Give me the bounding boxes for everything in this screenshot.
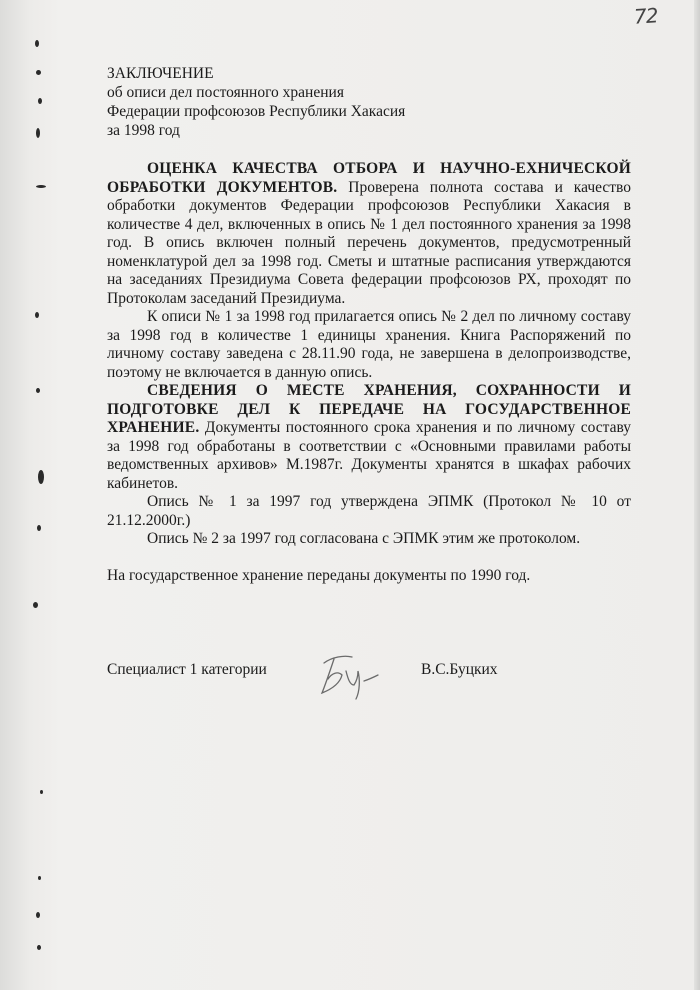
binding-holes: [0, 0, 60, 990]
document-header: [107, 64, 405, 140]
document-body: [107, 160, 631, 585]
binding-hole: [33, 602, 38, 608]
binding-hole: [35, 312, 39, 318]
personnel-paragraph: К описи № 1 за 1998 год прилагается опись № 2 дел по личному составу за 1998 год в количестве 1 единицы хранения. Книга Распоряжений по личному составу заведена с 28.11.90 года, не завершена в делопроизводстве, поэтому не включается в данную опись.: [107, 308, 631, 381]
storage-heading: СВЕДЕНИЯ О МЕСТЕ ХРАНЕНИЯ, СОХРАННОСТИ И ПОДГОТОВКЕ ДЕЛ К ПЕРЕДАЧЕ НА ГОСУДАРСТВЕННОЕ ХРАНЕНИЕ.: [107, 382, 631, 436]
spacer: [107, 549, 631, 567]
signer-role: Специалист 1 категории: [107, 661, 267, 678]
binding-hole: [38, 98, 42, 104]
binding-hole: [40, 790, 43, 794]
binding-hole: [36, 128, 40, 138]
header-line: Федерации профсоюзов Республики Хакасия: [107, 103, 406, 120]
header-line: об описи дел постоянного хранения: [107, 84, 344, 101]
paper-edge: [694, 0, 700, 990]
signer-name: В.С.Буцких: [421, 661, 498, 678]
quality-paragraph: [107, 160, 631, 308]
binding-hole: [36, 388, 40, 393]
binding-hole: [37, 945, 41, 950]
approval-paragraph: Опись № 1 за 1997 год утверждена ЭПМК (Протокол № 10 от 21.12.2000г.): [107, 493, 631, 529]
approval-paragraph-2: Опись № 2 за 1997 год согласована с ЭПМК этим же протоколом.: [147, 530, 581, 547]
binding-hole: [38, 470, 44, 484]
binding-hole: [36, 70, 41, 75]
quality-text: Проверена полнота состава и качество обработки документов Федерации профсоюзов Республики Хакасия в количестве 4 дел, включенных в опись № 1 дел постоянного хранения за 1998 год. В опись включен полный перечень документов, предусмотренный номенклатурой дел за 1998 год. Сметы и штатные расписания утверждаются на заседаниях Президиума Совета федерации профсоюзов РХ, проходят по Протоколам заседаний Президиума.: [107, 178, 632, 307]
binding-hole: [36, 185, 46, 188]
storage-paragraph: [107, 382, 631, 493]
page-number: 72: [633, 3, 659, 29]
header-line: за 1998 год: [107, 122, 180, 139]
quality-heading: ОЦЕНКА КАЧЕСТВА ОТБОРА И НАУЧНО-ЕХНИЧЕСКОЙ ОБРАБОТКИ ДОКУМЕНТОВ.: [107, 160, 631, 196]
handwritten-signature: [312, 649, 390, 701]
document-title: ЗАКЛЮЧЕНИЕ: [107, 65, 214, 82]
binding-hole: [35, 40, 39, 47]
signature-block: [107, 655, 631, 705]
transfer-paragraph: На государственное хранение переданы документы по 1990 год.: [107, 566, 531, 584]
binding-hole: [38, 876, 41, 880]
storage-text: Документы постоянного срока хранения и по личному составу за 1998 год обработаны в соответствии с «Основными правилами работы ведомственных архивов» М.1987г. Документы хранятся в шкафах рабочих кабинетов.: [107, 419, 631, 492]
binding-hole: [36, 912, 40, 918]
binding-hole: [37, 525, 41, 531]
